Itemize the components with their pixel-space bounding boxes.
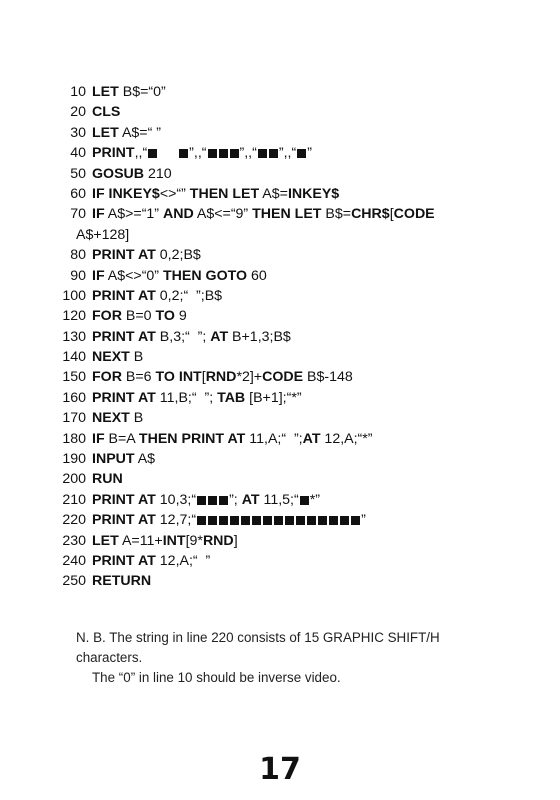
- code-text: FOR B=6 TO INT[RND*2]+CODE B$-148: [92, 369, 353, 386]
- code-line: [0, 551, 560, 571]
- code-line: [0, 469, 560, 489]
- line-number: 230: [62, 532, 86, 549]
- code-text: PRINT AT 11,B;“ ”; TAB [B+1];“*”: [92, 389, 302, 406]
- code-text: LET B$=“0”: [92, 84, 166, 100]
- code-text: IF INKEY$<>“” THEN LET A$=INKEY$: [92, 185, 340, 202]
- footnote-line: The “0” in line 10 should be inverse video.: [92, 670, 341, 685]
- code-line: [0, 510, 560, 530]
- line-number: 100: [62, 287, 86, 304]
- code-line: [0, 327, 560, 347]
- line-number: 240: [62, 552, 86, 569]
- footnote: [76, 628, 496, 688]
- code-line: [0, 408, 560, 428]
- code-text: PRINT AT 0,2;B$: [92, 247, 201, 264]
- line-number: 160: [62, 389, 86, 406]
- line-number: 140: [62, 349, 86, 366]
- code-line: [0, 286, 560, 306]
- code-line: [0, 204, 560, 224]
- line-number: 190: [62, 451, 86, 468]
- code-line: [0, 245, 560, 265]
- code-text: RUN: [92, 471, 123, 488]
- line-number: 210: [62, 491, 86, 508]
- code-line: [0, 388, 560, 408]
- code-line: [0, 531, 560, 551]
- line-number: 30: [70, 124, 86, 141]
- code-text: NEXT B: [92, 410, 144, 427]
- code-text: PRINT AT 0,2;“ ”;B$: [92, 287, 223, 304]
- line-number: 10: [70, 84, 86, 100]
- line-number: 20: [70, 104, 86, 121]
- code-text: IF A$>=“1” AND A$<=“9” THEN LET B$=CHR$[CODE: [92, 206, 435, 223]
- line-number: 130: [62, 328, 86, 345]
- code-line: [0, 449, 560, 469]
- code-text: IF A$<>“0” THEN GOTO 60: [92, 267, 267, 284]
- line-number: 120: [62, 308, 86, 325]
- code-text: CLS: [92, 104, 121, 121]
- line-number: 70: [70, 206, 86, 223]
- line-number: 90: [70, 267, 86, 284]
- code-text: LET A$=“ ”: [92, 124, 161, 141]
- code-text: PRINT AT 10,3;“ ”; AT 11,5;“ *”: [92, 491, 320, 508]
- code-text: LET A=11+INT[9*RND]: [92, 532, 238, 549]
- page-number: 17: [259, 752, 301, 787]
- code-line: [0, 184, 560, 204]
- code-line: [0, 429, 560, 449]
- code-line-continuation: [0, 225, 560, 245]
- footnote-line: N. B. The string in line 220 consists of 15 GRAPHIC SHIFT/H characters.: [76, 630, 440, 665]
- code-line: [0, 143, 560, 163]
- line-number: 40: [70, 145, 86, 162]
- line-number: 170: [62, 410, 86, 427]
- code-line: [0, 571, 560, 591]
- code-text: A$+128]: [76, 226, 130, 243]
- line-number: 180: [62, 430, 86, 447]
- code-line: [0, 82, 560, 102]
- code-line: [0, 164, 560, 184]
- code-line: [0, 102, 560, 122]
- line-number: 220: [62, 512, 86, 529]
- code-line: [0, 306, 560, 326]
- code-line: [0, 347, 560, 367]
- code-text: PRINT AT 12,A;“ ”: [92, 552, 211, 569]
- line-number: 50: [70, 165, 86, 182]
- line-number: 200: [62, 471, 86, 488]
- code-line: [0, 123, 560, 143]
- code-text: IF B=A THEN PRINT AT 11,A;“ ”;AT 12,A;“*”: [92, 430, 373, 447]
- code-text: RETURN: [92, 573, 152, 590]
- code-text: FOR B=0 TO 9: [92, 308, 187, 325]
- code-text: INPUT A$: [92, 451, 156, 468]
- code-text: PRINT AT 12,7;“ ”: [92, 512, 366, 529]
- code-text: NEXT B: [92, 349, 144, 366]
- line-number: 80: [70, 247, 86, 264]
- line-number: 250: [62, 573, 86, 590]
- line-number: 150: [62, 369, 86, 386]
- code-line: [0, 266, 560, 286]
- code-text: PRINT AT B,3;“ ”; AT B+1,3;B$: [92, 328, 291, 345]
- code-text: GOSUB 210: [92, 165, 172, 182]
- line-number: 60: [70, 185, 86, 202]
- code-text: PRINT,,“ ”,,“ ”,,“ ”,,“ ”: [92, 145, 312, 162]
- program-listing: [0, 82, 560, 592]
- code-line: [0, 490, 560, 510]
- code-line: [0, 367, 560, 387]
